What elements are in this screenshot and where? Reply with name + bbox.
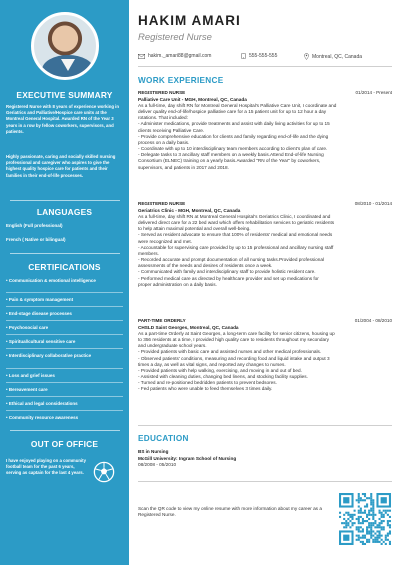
description-line: deliver quality end-of-life/hospice palliative care for a 15 patient unit for up to 12 hour a day bbox=[138, 109, 327, 115]
description-line: were recognized and met. bbox=[138, 238, 192, 244]
location-pin-icon bbox=[304, 53, 309, 60]
description-line: Consortium (ELNEC) training on a yearly basis.Awarded "RN of the Year" by coworkers, bbox=[138, 158, 321, 164]
certification-item: • Psychosocial care bbox=[6, 325, 49, 330]
description-line: - Observed patients' conditions, measuring and recording food and liquid intake and output 3 bbox=[138, 355, 330, 361]
certification-item: • Interdisciplinary collaborative practice bbox=[6, 353, 92, 358]
job-organization: CHSLD Saint Georges, Montreal, QC, Canada bbox=[138, 325, 239, 330]
item-separator bbox=[6, 396, 123, 397]
section-divider bbox=[138, 481, 392, 482]
out-of-office-text: I have enjoyed playing on a community football team for the past 6 years, serving as captain for the last 4 years. bbox=[6, 458, 86, 476]
item-separator bbox=[6, 334, 123, 335]
description-line: members. bbox=[138, 250, 159, 256]
sidebar-divider bbox=[10, 430, 120, 431]
description-line: clients receiving Palliative Care. bbox=[138, 127, 205, 133]
item-separator bbox=[6, 410, 123, 411]
item-separator bbox=[6, 306, 123, 307]
executive-summary-p2: Highly passionate, caring and socially skilled nursing professional and caregiver who aspires to give the highest quality hospice care for patients and their families in their end-of-life processes. bbox=[6, 154, 116, 178]
description-line: As a full-time, day shift RN for Montreal General Hospital's Palliative Care Unit, I coordinate and bbox=[138, 103, 337, 108]
candidate-role: Registered Nurse bbox=[138, 32, 212, 43]
job-organization: Palliative Care Unit - MGH, Montreal, QC, Canada bbox=[138, 97, 247, 102]
job-description bbox=[138, 214, 393, 288]
description-line: - Provided patients with basic care and assisted nurses and other medical professionals. bbox=[138, 349, 322, 355]
contact-location bbox=[304, 53, 362, 60]
profile-photo bbox=[31, 12, 99, 80]
main-content bbox=[129, 0, 400, 565]
description-line: - Recorded accurate and prompt documentation of all nursing tasks.Provided professional bbox=[138, 257, 325, 263]
contact-email[interactable] bbox=[138, 53, 211, 59]
job-dates: 01/2014 - Present bbox=[355, 90, 392, 95]
description-line: supervisors, and patients in 2017 and 2018. bbox=[138, 164, 229, 170]
item-separator bbox=[6, 320, 123, 321]
qr-code-icon[interactable] bbox=[339, 493, 391, 545]
qr-caption: Scan the QR code to view my online resume with more information about my career as a Registered Nurse. bbox=[138, 506, 322, 518]
description-line: - Provided patients with help walking, exercising, and moving in and out of bed. bbox=[138, 367, 302, 373]
description-line: - Communicated with family and interdisciplinary staff to provide holistic resident care. bbox=[138, 269, 316, 275]
description-line: - Administer medications, provide treatments and assist with daily living activities for up to 15 bbox=[138, 121, 330, 127]
description-line: rotations. That included: bbox=[138, 115, 188, 121]
languages-title: LANGUAGES bbox=[36, 207, 93, 217]
education-dates: 08/2008 - 05/2010 bbox=[138, 462, 177, 467]
certification-item: • Ethical and legal considerations bbox=[6, 401, 78, 406]
job-role: REGISTERED NURSE bbox=[138, 90, 186, 95]
work-experience-title: WORK EXPERIENCE bbox=[138, 76, 224, 85]
certification-item: • Pain & symptom management bbox=[6, 297, 74, 302]
sidebar-divider bbox=[10, 200, 120, 201]
section-divider bbox=[138, 425, 392, 426]
description-line: - Delegate tasks to 3 ancillary staff members on a weekly basis.Attend End-of-life Nursing bbox=[138, 152, 324, 158]
description-line: proper administration on a daily basis. bbox=[138, 281, 217, 287]
phone-icon bbox=[241, 53, 246, 59]
description-line: and undergraduate school years. bbox=[138, 343, 207, 349]
language-item: English (Full professional) bbox=[6, 223, 63, 228]
description-line: - Performed medical care as directed by healthcare provider and set up medications for bbox=[138, 275, 319, 281]
item-separator bbox=[6, 368, 123, 369]
envelope-icon bbox=[138, 54, 145, 59]
job-role: PART-TIME ORDERLY bbox=[138, 318, 186, 323]
description-line: times a day, as well as vital signs, and reported any changes to nurses. bbox=[138, 361, 286, 367]
language-item: French ( Native or bilingual) bbox=[6, 237, 66, 242]
description-line: - Assisted with cleaning duties, changing bed linens, and stocking facility supplies. bbox=[138, 374, 308, 380]
certification-item: • Community resource awareness bbox=[6, 415, 79, 420]
contact-phone[interactable] bbox=[241, 53, 277, 59]
education-school: McGill University: Ingram School of Nursing bbox=[138, 456, 237, 461]
soccer-ball-icon bbox=[93, 461, 115, 483]
certification-item: • Loss and grief issues bbox=[6, 373, 55, 378]
description-line: assessments of the needs and desires of residents once a week. bbox=[138, 263, 273, 269]
job-dates: 01/2004 - 08/2010 bbox=[354, 318, 392, 323]
certification-item: • Spiritual/cultural sensitive care bbox=[6, 339, 76, 344]
job-description bbox=[138, 331, 393, 393]
description-line: delivered direct care for a 22 bed ward which offers rehabilitation services to geriatric residents bbox=[138, 220, 335, 226]
job-role: REGISTERED NURSE bbox=[138, 201, 186, 206]
education-degree: BS in Nursing bbox=[138, 449, 169, 454]
education-title: EDUCATION bbox=[138, 434, 189, 443]
email-text: hakim._amari88@gmail.com bbox=[148, 53, 212, 59]
location-text: Montreal, QC, Canada bbox=[312, 53, 363, 60]
description-line: As a full-time, day shift RN at Montreal General Hospital's Geriatrics Clinic, I coordinated and bbox=[138, 214, 331, 219]
candidate-name: HAKIM AMARI bbox=[138, 13, 241, 28]
description-line: process on a daily basis. bbox=[138, 139, 190, 145]
description-line: - Fed patients who were unable to feed themselves 3 times daily. bbox=[138, 386, 273, 392]
certification-item: • End-stage disease processes bbox=[6, 311, 72, 316]
item-separator bbox=[6, 348, 123, 349]
item-separator bbox=[6, 292, 123, 293]
sidebar bbox=[0, 0, 129, 565]
certifications-title: CERTIFICATIONS bbox=[28, 262, 101, 272]
job-dates: 08/2010 - 01/2014 bbox=[354, 201, 392, 206]
sidebar-divider bbox=[10, 253, 120, 254]
job-description bbox=[138, 103, 393, 171]
executive-summary-p1: Registered Nurse with 8 years of experience working in Geriatrics and Palliative/Hospice care units at the Montreal General Hospital. Awarded RN of the Year 3 years in a row by fellow coworkers, supervisors, and patients. bbox=[6, 104, 119, 134]
out-of-office-title: OUT OF OFFICE bbox=[30, 439, 99, 449]
header-divider bbox=[138, 66, 392, 67]
description-line: As a part-time Orderly at Saint Georges, a long-term care facility for senior citizens, housing up bbox=[138, 331, 335, 336]
job-organization: Geriatrics Clinic - MGH, Montreal, QC, Canada bbox=[138, 208, 241, 213]
description-line: - Turned and re-positioned bedridden patients to prevent bedsores. bbox=[138, 380, 277, 386]
description-line: - Served as resident advocate to ensure that 100% of residents' medical and emotional needs bbox=[138, 232, 333, 238]
description-line: - Coordinate with up to 10 interdisciplinary team members according to client's plan of care. bbox=[138, 146, 328, 152]
executive-summary-title: EXECUTIVE SUMMARY bbox=[16, 90, 113, 100]
certification-item: • Communication & emotional intelligence bbox=[6, 278, 96, 283]
phone-text: 555-555-555 bbox=[249, 53, 278, 59]
item-separator bbox=[6, 382, 123, 383]
description-line: to help attain maximal potential and overall well-being. bbox=[138, 226, 251, 232]
description-line: to 356 residents at a time, I provided high quality care to residents throughout my secondary bbox=[138, 337, 329, 343]
certification-item: • Bereavement care bbox=[6, 387, 48, 392]
description-line: - Provide comprehensive education for clients and family regarding end-of-life and the dying bbox=[138, 133, 329, 139]
description-line: - Accountable for supervising care provided by up to 15 professional and ancillary nursing staff bbox=[138, 244, 334, 250]
